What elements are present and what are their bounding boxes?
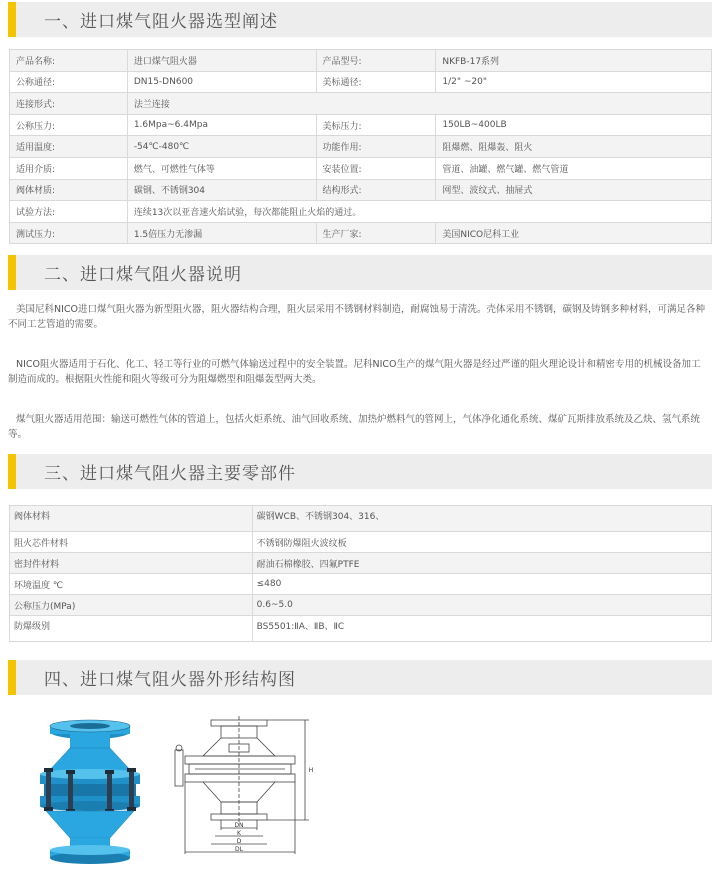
spec-row [10,71,712,93]
parts-row [10,553,712,574]
spec-row [10,222,712,244]
spec-row [10,114,712,136]
parts-label: 阻火芯件材料 [10,532,253,553]
spec-row [10,157,712,179]
spec-value: 1/2" ~20" [436,71,712,93]
section-accent-bar [8,2,16,37]
spec-label: 适用温度: [10,136,128,158]
spec-label: 适用介质: [10,157,128,179]
spec-label: 公称通径: [10,71,128,93]
spec-value: 阻爆燃、阻爆轰、阻火 [436,136,712,158]
spec-label: 连接形式: [10,93,128,115]
spec-value: 碳钢、不锈钢304 [127,179,316,201]
parts-value: 0.6~5.0 [252,595,711,616]
parts-value: ≤480 [252,574,711,595]
section-header-description [8,255,712,290]
parts-label: 密封件材料 [10,553,253,574]
spec-label: 生产厂家: [316,222,436,244]
section-accent-bar [8,660,16,695]
section-accent-bar [8,255,16,290]
section-title: 一、进口煤气阻火器选型阐述 [44,12,278,32]
spec-row [10,179,712,201]
parts-row [10,574,712,595]
spec-label: 产品型号: [316,50,436,72]
spec-row [10,201,712,223]
parts-label: 公称压力(MPa) [10,595,253,616]
description-paragraph-1: 美国尼科NICO进口煤气阻火器为新型阻火器，阻火器结构合理，阻火层采用不锈钢材料制造，耐腐蚀易于清洗。壳体采用不锈钢，碳钢及铸钢多种材料，可满足各种不同工艺管道的需要。 [8,304,706,330]
flame-arrester-product-image [30,718,150,866]
dimension-label-dl: DL [235,846,243,853]
parts-row [10,506,712,532]
section-title: 四、进口煤气阻火器外形结构图 [44,670,296,690]
spec-label: 美标压力: [316,114,436,136]
spec-value: 150LB~400LB [436,114,712,136]
section-accent-bar [8,454,16,489]
spec-value: 美国NICO尼科工业 [436,222,712,244]
dimension-label-dn: DN [234,822,244,829]
spec-row [10,50,712,72]
parts-value: 耐油石棉橡胶、四氟PTFE [252,553,711,574]
parts-table [9,505,712,642]
dimension-label-h: H [308,767,314,774]
spec-value: 连续13次以亚音速火焰试验，每次都能阻止火焰的通过。 [127,201,711,223]
section-header-drawing [8,660,712,695]
parts-label: 阀体材料 [10,506,253,532]
spec-value: -54℃-480℃ [127,136,316,158]
parts-label: 防爆级别 [10,616,253,642]
section-title: 三、进口煤气阻火器主要零部件 [44,464,296,484]
spec-row [10,93,712,115]
spec-label: 测试压力: [10,222,128,244]
parts-value: 不锈钢防爆阻火波纹板 [252,532,711,553]
spec-value: NKFB-17系列 [436,50,712,72]
spec-value: 法兰连接 [127,93,711,115]
parts-row [10,616,712,642]
spec-value: 管道、油罐、燃气罐、燃气管道 [436,157,712,179]
section-header-parts [8,454,712,489]
spec-label: 产品名称: [10,50,128,72]
spec-value: 网型、波纹式、抽屉式 [436,179,712,201]
parts-row [10,595,712,616]
spec-value: 1.5倍压力无渗漏 [127,222,316,244]
parts-value: BS5501:ⅡA、ⅡB、ⅡC [252,616,711,642]
spec-value: DN15-DN600 [127,71,316,93]
description-paragraph-3: 煤气阻火器适用范围：输送可燃性气体的管道上，包括火炬系统、油气回收系统、加热炉燃料气的管网上，气体净化通化系统、煤矿瓦斯排放系统及乙炔、氢气系统等。 [8,414,701,440]
spec-label: 结构形式: [316,179,436,201]
spec-value: 1.6Mpa~6.4Mpa [127,114,316,136]
dimension-label-d: D [236,838,242,845]
spec-label: 安装位置: [316,157,436,179]
parts-value: 碳钢WCB、不锈钢304、316、 [252,506,711,532]
spec-label: 功能作用: [316,136,436,158]
spec-label: 试验方法: [10,201,128,223]
spec-value: 燃气、可燃性气体等 [127,157,316,179]
parts-row [10,532,712,553]
spec-row [10,136,712,158]
spec-label: 美标通径: [316,71,436,93]
parts-label: 环境温度 ℃ [10,574,253,595]
spec-label: 公称压力: [10,114,128,136]
dimension-label-k: K [237,830,241,837]
spec-table [9,49,712,244]
section-header-selection [8,2,712,37]
spec-value: 进口煤气阻火器 [127,50,316,72]
flame-arrester-dimension-drawing [165,716,325,866]
spec-label: 阀体材质: [10,179,128,201]
section-title: 二、进口煤气阻火器说明 [44,265,242,285]
description-paragraph-2: NICO阻火器适用于石化、化工、轻工等行业的可燃气体输送过程中的安全装置。尼科NICO生产的煤气阻火器是经过严谨的阻火理论设计和精密专用的机械设备加工制造而成的。根据阻火性能和阻火等级可分为阻爆燃型和阻爆轰型两大类。 [8,359,701,385]
